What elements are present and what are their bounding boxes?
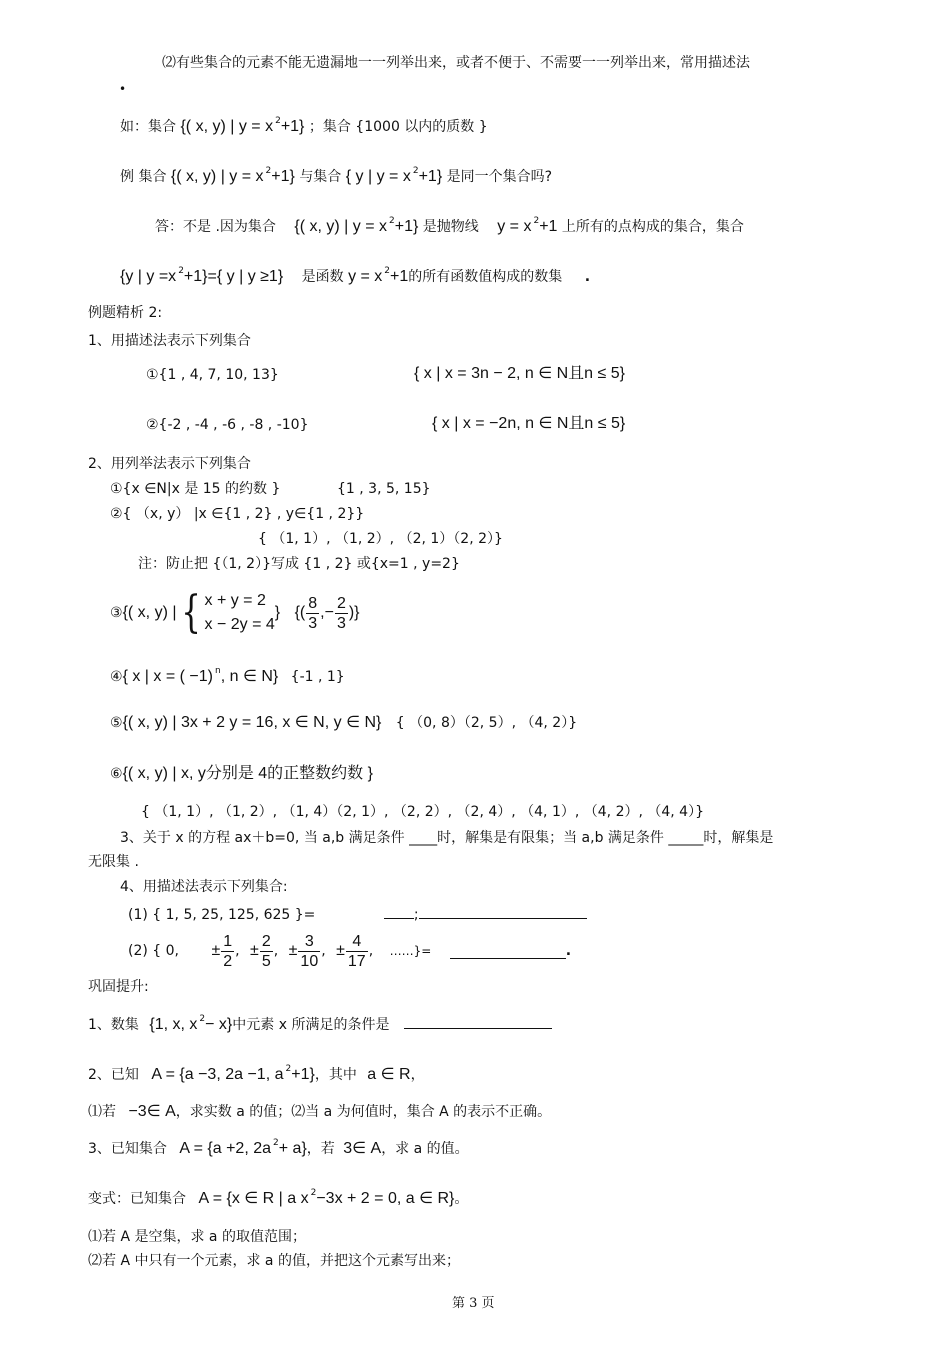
fraction-1-2: $\frac{1}{2}$ (223, 932, 233, 970)
question-3-cont: 无限集 . (88, 854, 139, 870)
fraction-3-10: $\frac{3}{10}$ (300, 932, 319, 970)
q4-item-1: (1) { 1, 5, 25, 125, 625 }= ; (128, 904, 587, 924)
answer-blank-4[interactable] (404, 1014, 552, 1029)
q2-item-6: ⑥{( x, y) | x, y分别是 4的正整数约数 } (110, 765, 373, 782)
fraction-2-3: $\frac{2}{3}$ (336, 594, 346, 632)
q2-item-5: ⑤{( x, y) | 3x + 2 y = 16, x ∈ N, y ∈ N} { （0, 8）（2, 5）, （4, 2）} (110, 714, 578, 731)
question-4-heading: 4、用描述法表示下列集合: (120, 879, 288, 895)
q2-item-4: ④{ x | x = ( −1) $^n$, n ∈ N} {-1 , 1} (110, 666, 345, 685)
answer-blank-3[interactable] (450, 944, 566, 959)
q2-item-6-answer: { （1, 1）, （1, 2）, （1, 4）（2, 1）, （2, 2）, （2, 4）, （4, 1）, （4, 2）, （4, 4）} (141, 804, 704, 820)
q2-item-2-set: ②{ （x, y） |x ∈{1 , 2} , y∈{1 , 2}} (110, 506, 365, 522)
question-2-heading: 2、用列举法表示下列集合 (88, 456, 251, 472)
fraction-4-17: $\frac{4}{17}$ (347, 932, 366, 970)
q2-item-3: ③{( x, y) |{ x + y = 2 x − 2y = 4 } {( $\frac{8}{3}$ ,− $\frac{2}{3}$ )} (110, 587, 360, 638)
left-brace: { (180, 587, 201, 638)
fraction-2-5: $\frac{2}{5}$ (261, 932, 271, 970)
q1-item-2-set: ②{-2 , -4 , -6 , -8 , -10} (146, 417, 309, 433)
q1-item-1-answer: { x | x = 3n − 2, n ∈ N且n ≤ 5} (414, 365, 625, 382)
bullet-mark: • (119, 82, 127, 96)
section-heading-consolidate: 巩固提升: (88, 979, 149, 995)
variant-part-1: ⑴若 A 是空集，求 a 的取值范围； (88, 1229, 306, 1245)
example-line-1: 如：集合 {( x, y) | y = x $^2$+1} ；集合 {1000 以内的质数 } (120, 116, 488, 135)
consolidate-q2: 2、已知 A = {a −3, 2a −1, a $^2$+1}，其中 a ∈ R， (88, 1064, 425, 1083)
page-number: 第 3 页 (452, 1296, 495, 1311)
q1-item-2-answer: { x | x = −2n, n ∈ N且n ≤ 5} (432, 415, 626, 432)
q2-note: 注：防止把 {（1, 2）}写成 {1 , 2} 或{x=1 , y=2} (138, 556, 460, 572)
variant-question: 变式：已知集合 A = {x ∈ R | a x $^2$−3x + 2 = 0, a ∈ R}。 (88, 1188, 469, 1207)
consolidate-q3: 3、已知集合 A = {a +2, 2a $^2$+ a}，若 3∈ A，求 a 的值。 (88, 1138, 469, 1157)
section-heading-examples-2: 例题精析 2: (88, 305, 163, 321)
q1-item-1-set: ①{1 , 4, 7, 10, 13} (146, 367, 279, 383)
answer-line-2: {y | y =x $^2$+1}={ y | y ≥1} 是函数 y = x $^2$+1的所有函数值构成的数集 . (120, 266, 591, 285)
consolidate-q2-parts: ⑴若 −3∈ A，求实数 a 的值；⑵当 a 为何值时，集合 A 的表示不正确。 (88, 1103, 552, 1120)
fraction-8-3: $\frac{8}{3}$ (308, 594, 318, 632)
equation-system: x + y = 2 x − 2y = 4 (204, 592, 275, 633)
para-description-method: ⑵有些集合的元素不能无遗漏地一一列举出来，或者不便于、不需要一一列举出来，常用描述法 (162, 55, 750, 71)
answer-blank-1[interactable] (384, 904, 414, 919)
variant-part-2: ⑵若 A 中只有一个元素，求 a 的值，并把这个元素写出来； (88, 1253, 460, 1269)
question-1-heading: 1、用描述法表示下列集合 (88, 333, 251, 349)
example-question: 例 集合 {( x, y) | y = x $^2$+1} 与集合 { y | y = x $^2$+1} 是同一个集合吗? (120, 166, 553, 185)
question-3: 3、关于 x 的方程 ax＋b=0, 当 a,b 满足条件 ____时，解集是有限集；当 a,b 满足条件 _____时，解集是 (120, 830, 774, 846)
q2-item-2-answer: { （1, 1）, （1, 2）, （2, 1）（2, 2）} (258, 531, 503, 547)
consolidate-q1: 1、数集 {1, x, x $^2$− x}中元素 x 所满足的条件是 (88, 1014, 552, 1036)
q2-item-1-set: ①{x ∈N|x 是 15 的约数 } (110, 481, 281, 497)
q2-item-1-answer: {1 , 3, 5, 15} (337, 481, 431, 497)
answer-blank-2[interactable] (419, 904, 587, 919)
answer-line-1: 答：不是 .因为集合 {( x, y) | y = x $^2$+1} 是抛物线 y = x $^2$+1 上所有的点构成的集合，集合 (155, 216, 744, 235)
q4-item-2: (2) { 0, ± $\frac{1}{2}$ , ± $\frac{2}{5}$ , ± $\frac{3}{10}$ , ± $\frac{4}{17}$ , ……}= . (128, 932, 572, 970)
